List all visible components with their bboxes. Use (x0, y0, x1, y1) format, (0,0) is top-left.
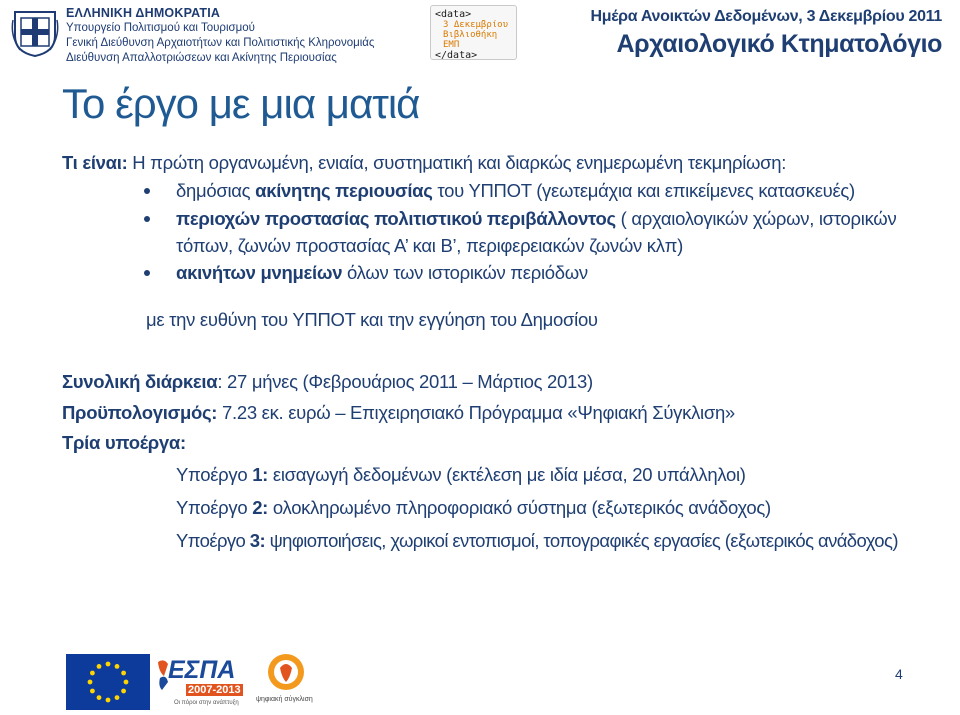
header-right (591, 8, 943, 59)
ministry-line-1: ΕΛΛΗΝΙΚΗ ΔΗΜΟΚΡΑΤΙΑ (66, 6, 221, 20)
ministry-line-4: Διεύθυνση Απαλλοτριώσεων και Ακίνητης Περιουσίας (66, 52, 337, 64)
eu-flag-icon (66, 654, 150, 710)
bullet-item-3 (176, 262, 588, 284)
bullet-3-bold: ακινήτων μνημείων (176, 262, 343, 283)
digital-convergence-logo-icon (256, 652, 316, 710)
subproject-1-text: εισαγωγή δεδομένων (εκτέλεση με ιδία μέσα, 20 υπάλληλοι) (268, 464, 746, 485)
subproject-3-num: 3: (249, 530, 266, 551)
ministry-line-3: Γενική Διεύθυνση Αρχαιοτήτων και Πολιτιστικής Κληρονομιάς (66, 37, 375, 49)
subproject-3-text: ψηφιοποιήσεις, χωρικοί εντοπισμοί, τοπογραφικές εργασίες (εξωτερικός ανάδοχος) (265, 530, 898, 551)
bullet-item-2-cont: τόπων, ζωνών προστασίας Α’ και Β’, περιφερειακών ζωνών κλπ) (176, 235, 683, 256)
ministry-line-2: Υπουργείο Πολιτισμού και Τουρισμού (66, 22, 255, 34)
subproject-3 (176, 530, 898, 552)
greek-emblem-icon (10, 6, 60, 58)
bullet-1-bold: ακίνητης περιουσίας (255, 180, 433, 201)
subprojects-label: Τρία υποέργα: (62, 432, 186, 453)
espa-small-text: Οι πόροι στην ανάπτυξη (174, 700, 239, 706)
bullet-item-2 (176, 208, 896, 230)
bullet-dot-icon (144, 216, 150, 222)
subproject-1-num: 1: (252, 464, 269, 485)
espa-logo-icon (156, 656, 248, 710)
subproject-2-prefix: Υποέργο (176, 497, 253, 518)
bullet-item-1 (176, 180, 855, 202)
what-line (62, 152, 786, 174)
what-text: Η πρώτη οργανωμένη, ενιαία, συστηματική και διαρκώς ενημερωμένη τεκμηρίωση: (127, 152, 787, 173)
duration-line (62, 371, 593, 393)
project-title: Αρχαιολογικό Κτηματολόγιο (616, 30, 942, 58)
responsibility-line: με την ευθύνη του ΥΠΠΟΤ και την εγγύηση του Δημοσίου (146, 309, 598, 330)
digital-small-text: ψηφιακή σύγκλιση (256, 696, 313, 703)
bullet-2-bold: περιοχών προστασίας πολιτιστικού περιβάλλοντος (176, 208, 616, 229)
budget-line (62, 402, 735, 424)
bullet-1-pre: δημόσιας (176, 180, 256, 201)
bullet-dot-icon (144, 270, 150, 276)
bullet-3-post: όλων των ιστορικών περιόδων (342, 262, 588, 283)
event-date: Ημέρα Ανοικτών Δεδομένων, 3 Δεκεμβρίου 2011 (590, 8, 942, 25)
subproject-3-prefix: Υποέργο (176, 530, 250, 551)
duration-text: : 27 μήνες (Φεβρουάριος 2011 – Μάρτιος 2013) (217, 371, 593, 392)
espa-years: 2007-2013 (188, 684, 241, 696)
subproject-2-text: ολοκληρωμένο πληροφοριακό σύστημα (εξωτερικός ανάδοχος) (268, 497, 771, 518)
slide-title: Το έργο με μια ματιά (62, 80, 420, 127)
subproject-2 (176, 497, 771, 519)
data-badge (430, 5, 517, 60)
what-label: Τι είναι: (62, 152, 128, 173)
bullet-1-post: του ΥΠΠΟΤ (γεωτεμάχια και επικείμενες κατασκευές) (432, 180, 855, 201)
duration-label: Συνολική διάρκεια (62, 371, 218, 392)
ministry-header (66, 6, 374, 66)
subproject-1 (176, 464, 746, 486)
bullet-2-post: ( αρχαιολογικών χώρων, ιστορικών (615, 208, 897, 229)
badge-open-tag: <data> (435, 9, 472, 20)
page-number: 4 (895, 666, 903, 682)
badge-line-2: Βιβλιοθήκη ΕΜΠ (443, 30, 498, 50)
budget-label: Προϋπολογισμός: (62, 402, 218, 423)
subproject-1-prefix: Υποέργο (176, 464, 253, 485)
badge-close-tag: </data> (435, 50, 478, 61)
espa-logo-text: ΕΣΠΑ (168, 656, 236, 684)
budget-text: 7.23 εκ. ευρώ – Επιχειρησιακό Πρόγραμμα «Ψηφιακή Σύγκλιση» (217, 402, 735, 423)
bullet-dot-icon (144, 188, 150, 194)
subproject-2-num: 2: (252, 497, 269, 518)
badge-line-1: 3 Δεκεμβρίου (443, 20, 509, 30)
